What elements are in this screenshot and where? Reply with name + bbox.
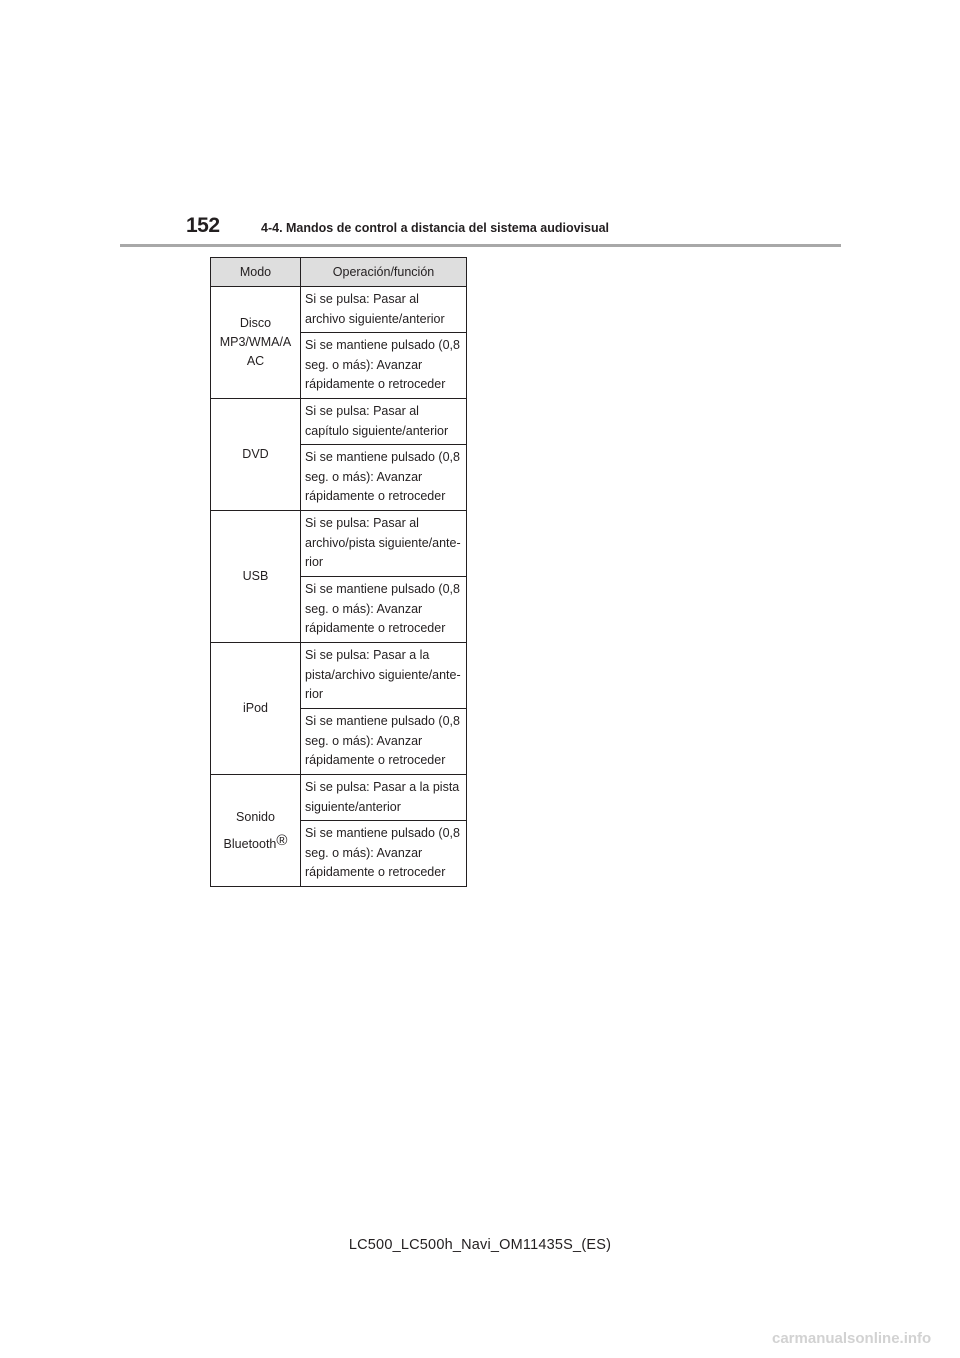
- page-number: 152: [186, 214, 220, 237]
- column-header-mode: Modo: [211, 258, 301, 287]
- mode-cell: [211, 775, 301, 887]
- table-row: [211, 399, 467, 445]
- mode-label: DVD: [242, 447, 269, 461]
- mode-cell: [211, 287, 301, 399]
- table-row: [211, 775, 467, 821]
- operations-table: [210, 257, 467, 887]
- mode-label: iPod: [242, 701, 269, 715]
- operation-cell: Si se mantiene pulsado (0,8 seg. o más): Avanzar rápidamente o retroceder: [301, 709, 467, 775]
- table-row: [211, 511, 467, 577]
- mode-label: USB: [242, 569, 269, 583]
- operation-cell: Si se mantiene pulsado (0,8 seg. o más): Avanzar rápidamente o retroceder: [301, 821, 467, 887]
- operation-cell: Si se pulsa: Pasar a la pista/archivo siguiente/ante-rior: [301, 643, 467, 709]
- document-code: LC500_LC500h_Navi_OM11435S_(ES): [348, 1237, 612, 1253]
- table-row: [211, 287, 467, 333]
- table-header-row: [211, 258, 467, 287]
- watermark: carmanualsonline.info: [772, 1330, 932, 1347]
- mode-cell: [211, 643, 301, 775]
- operation-cell: Si se pulsa: Pasar a la pista siguiente/anterior: [301, 775, 467, 821]
- section-title: 4-4. Mandos de control a distancia del sistema audiovisual: [261, 221, 610, 235]
- operation-cell: Si se pulsa: Pasar al capítulo siguiente/anterior: [301, 399, 467, 445]
- operations-table-container: [210, 257, 467, 887]
- table-row: [211, 643, 467, 709]
- mode-cell: [211, 399, 301, 511]
- operation-cell: Si se mantiene pulsado (0,8 seg. o más): Avanzar rápidamente o retroceder: [301, 577, 467, 643]
- operation-cell: Si se mantiene pulsado (0,8 seg. o más): Avanzar rápidamente o retroceder: [301, 445, 467, 511]
- operation-cell: Si se pulsa: Pasar al archivo siguiente/anterior: [301, 287, 467, 333]
- registered-mark: ®: [276, 831, 288, 849]
- operation-cell: Si se pulsa: Pasar al archivo/pista siguiente/ante-rior: [301, 511, 467, 577]
- mode-label: Disco MP3/WMA/A AC: [219, 316, 292, 368]
- mode-cell: [211, 511, 301, 643]
- mode-label: Sonido Bluetooth: [223, 809, 277, 851]
- column-header-operation: Operación/función: [301, 258, 467, 287]
- operation-cell: Si se mantiene pulsado (0,8 seg. o más): Avanzar rápidamente o retroceder: [301, 333, 467, 399]
- header-rule: [120, 244, 841, 247]
